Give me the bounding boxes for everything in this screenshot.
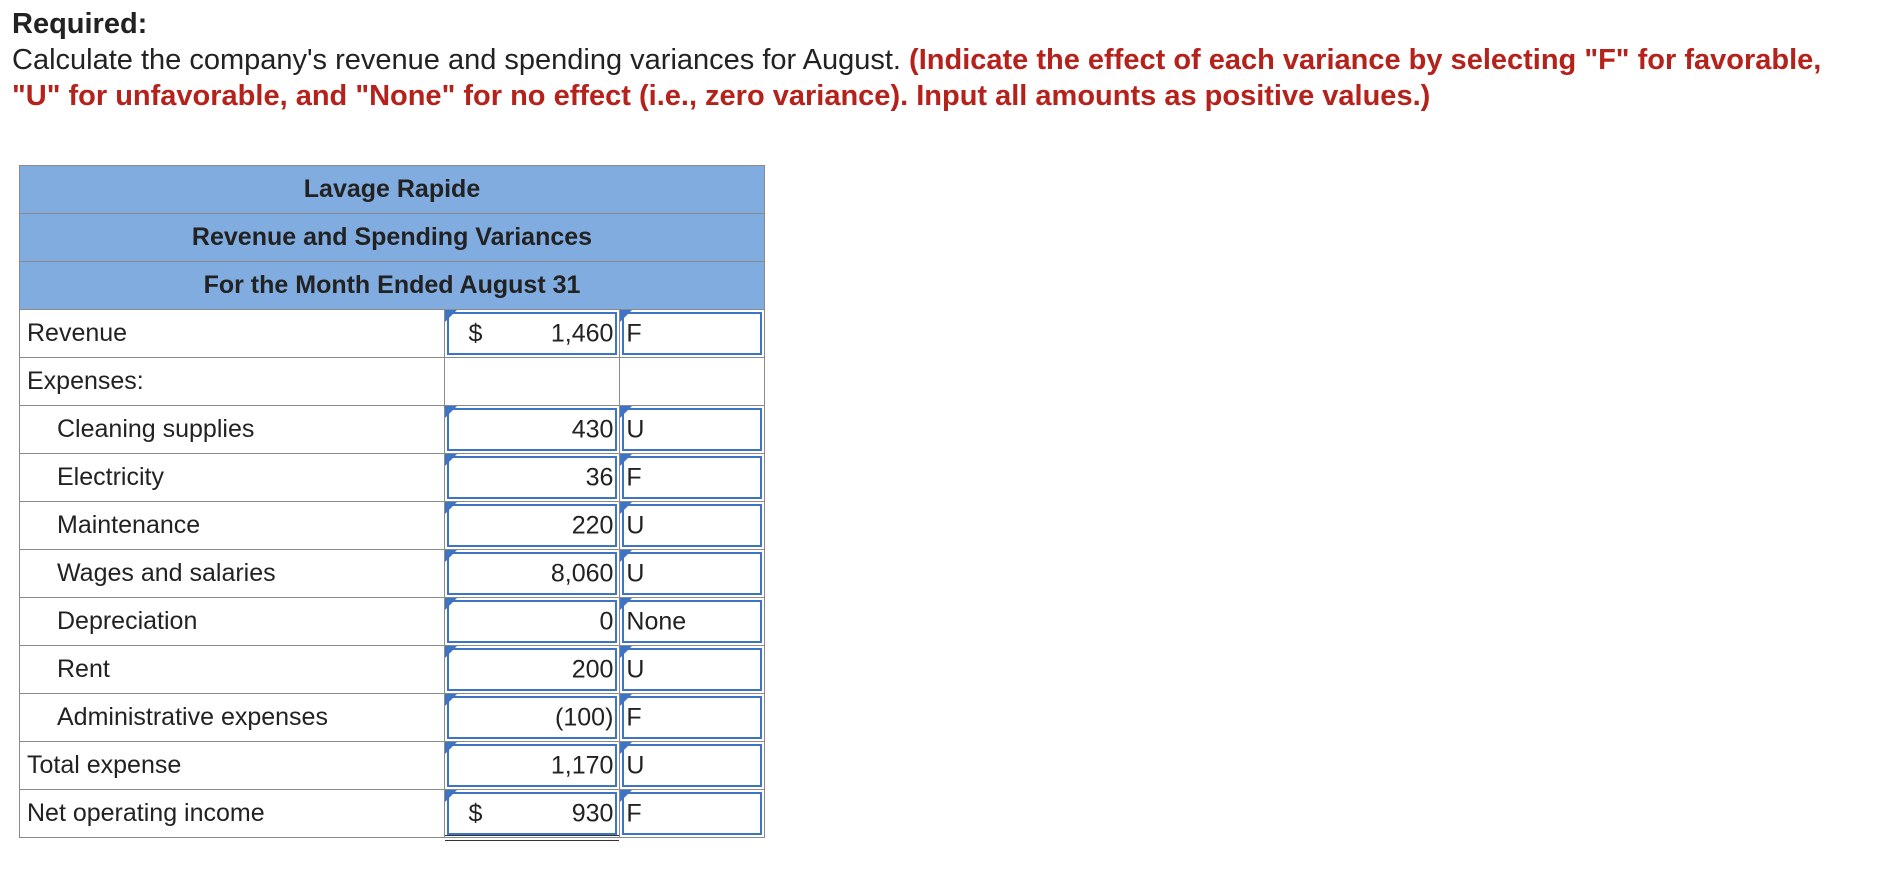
dropdown-corner-icon xyxy=(445,694,457,706)
instructions xyxy=(12,6,1862,114)
dropdown-corner-icon xyxy=(445,646,457,658)
amount-input[interactable] xyxy=(447,600,618,643)
amount-cell xyxy=(444,406,620,454)
table-row xyxy=(20,406,765,454)
double-underline xyxy=(445,835,620,841)
amount-cell xyxy=(444,694,620,742)
dropdown-corner-icon xyxy=(445,310,457,322)
total-expense-label: Total expense xyxy=(20,742,445,790)
empty-cell xyxy=(620,358,765,406)
row-label: Administrative expenses xyxy=(20,694,445,742)
row-label: Revenue xyxy=(20,310,445,358)
amount-value: 36 xyxy=(585,463,614,491)
net-operating-income-effect: F xyxy=(626,799,642,827)
net-operating-income-label: Net operating income xyxy=(20,790,445,838)
row-label: Electricity xyxy=(20,454,445,502)
dollar-sign: $ xyxy=(468,319,483,347)
effect-value: F xyxy=(626,463,642,491)
effect-value: None xyxy=(626,607,687,635)
effect-value: U xyxy=(626,511,645,539)
effect-cell xyxy=(620,646,765,694)
revenue-effect: F xyxy=(626,319,642,347)
dropdown-corner-icon xyxy=(445,550,457,562)
instructions-body: Calculate the company's revenue and spending variances for August. xyxy=(12,44,901,76)
revenue-amount: 1,460 xyxy=(550,319,614,347)
expenses-label: Expenses: xyxy=(20,358,445,406)
instructions-emphasis: (Indicate the effect of each variance by selecting "F" for favorable, "U" for unfavorable, and "None" for no effect (i.e., zero variance). Input all amounts as positive values.) xyxy=(12,44,1822,112)
table-title: Revenue and Spending Variances xyxy=(20,214,765,262)
table-row xyxy=(20,790,765,838)
net-operating-income-amount-cell xyxy=(444,790,620,838)
total-expense-effect: U xyxy=(626,751,645,779)
total-expense-amount-cell xyxy=(444,742,620,790)
dollar-sign: $ xyxy=(468,799,483,827)
amount-value: 0 xyxy=(599,607,614,635)
net-operating-income-amount: 930 xyxy=(571,799,614,827)
revenue-effect-select[interactable] xyxy=(622,312,762,355)
dropdown-corner-icon xyxy=(445,502,457,514)
dropdown-corner-icon xyxy=(445,742,457,754)
net-operating-income-effect-select[interactable] xyxy=(622,792,762,835)
empty-cell xyxy=(444,358,620,406)
amount-value: 430 xyxy=(571,415,614,443)
effect-select[interactable] xyxy=(622,456,762,499)
dropdown-corner-icon xyxy=(445,790,457,802)
total-expense-amount: 1,170 xyxy=(550,751,614,779)
effect-cell xyxy=(620,502,765,550)
row-label: Wages and salaries xyxy=(20,550,445,598)
effect-cell xyxy=(620,454,765,502)
amount-value: 200 xyxy=(571,655,614,683)
header-row-company xyxy=(20,166,765,214)
amount-value: 220 xyxy=(571,511,614,539)
row-label: Cleaning supplies xyxy=(20,406,445,454)
effect-value: U xyxy=(626,415,645,443)
effect-value: U xyxy=(626,559,645,587)
table-row xyxy=(20,550,765,598)
revenue-effect-cell xyxy=(620,310,765,358)
amount-cell xyxy=(444,646,620,694)
effect-value: F xyxy=(626,703,642,731)
amount-cell xyxy=(444,454,620,502)
amount-value: 8,060 xyxy=(550,559,614,587)
table-company-name: Lavage Rapide xyxy=(20,166,765,214)
dropdown-corner-icon xyxy=(445,406,457,418)
instructions-text xyxy=(12,42,1862,114)
variance-table xyxy=(19,165,765,838)
amount-cell xyxy=(444,502,620,550)
table-row xyxy=(20,310,765,358)
row-label: Maintenance xyxy=(20,502,445,550)
dropdown-corner-icon xyxy=(445,454,457,466)
required-label: Required: xyxy=(12,8,148,40)
table-row xyxy=(20,694,765,742)
amount-cell xyxy=(444,550,620,598)
table-row xyxy=(20,358,765,406)
effect-cell xyxy=(620,694,765,742)
effect-value: U xyxy=(626,655,645,683)
dropdown-corner-icon xyxy=(445,598,457,610)
table-period: For the Month Ended August 31 xyxy=(20,262,765,310)
revenue-amount-cell xyxy=(444,310,620,358)
amount-value: (100) xyxy=(555,703,614,731)
table-row xyxy=(20,454,765,502)
amount-cell xyxy=(444,598,620,646)
row-label: Rent xyxy=(20,646,445,694)
effect-cell xyxy=(620,406,765,454)
table-row xyxy=(20,502,765,550)
header-row-period xyxy=(20,262,765,310)
net-operating-income-effect-cell xyxy=(620,790,765,838)
table-row xyxy=(20,646,765,694)
row-label: Depreciation xyxy=(20,598,445,646)
total-expense-effect-cell xyxy=(620,742,765,790)
table-row xyxy=(20,742,765,790)
effect-cell xyxy=(620,598,765,646)
effect-select[interactable] xyxy=(622,696,762,739)
effect-cell xyxy=(620,550,765,598)
table-row xyxy=(20,598,765,646)
header-row-title xyxy=(20,214,765,262)
